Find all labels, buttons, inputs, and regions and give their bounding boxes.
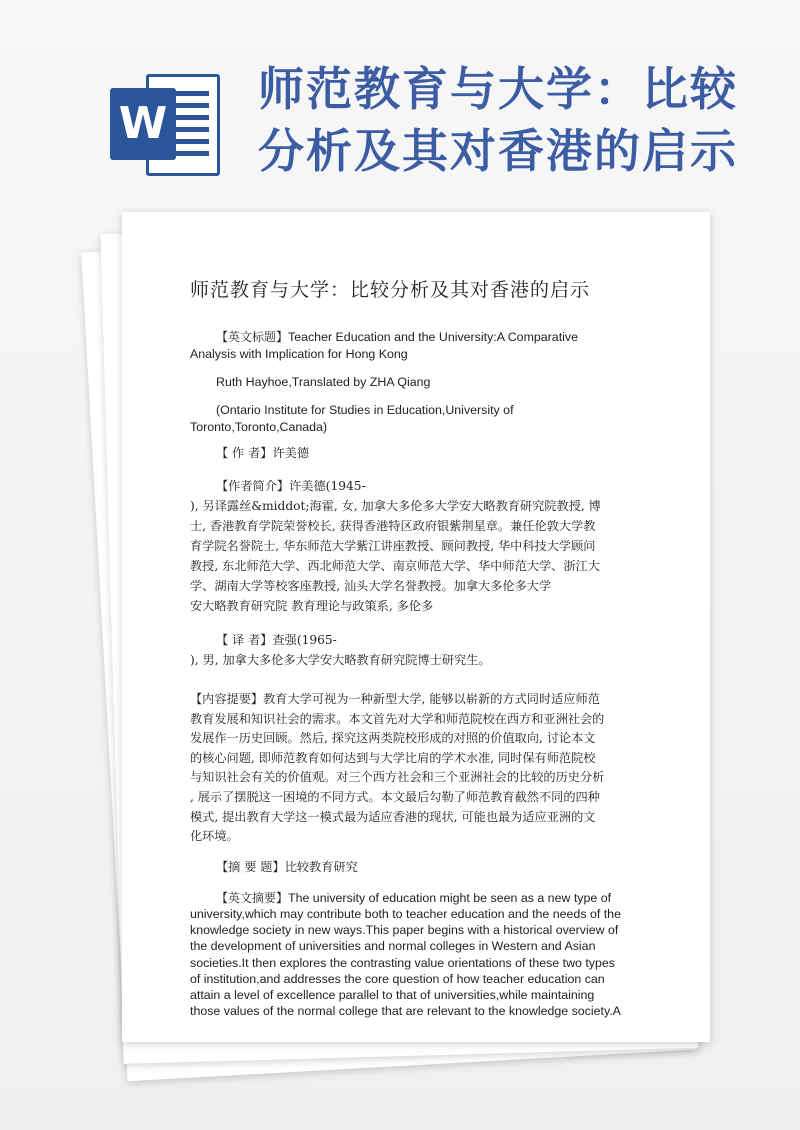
translator-block bbox=[190, 630, 640, 670]
keywords-label: 【摘 要 题】 bbox=[216, 859, 285, 874]
translator-label: 【 译 者】 bbox=[216, 633, 273, 647]
keywords-row bbox=[190, 859, 640, 876]
bio-line7: 安大略教育研究院 教育理论与政策系, 多伦多 bbox=[190, 599, 434, 613]
affiliation-block bbox=[190, 402, 640, 436]
abstract-line: 与知识社会有关的价值观。对三个西方社会和三个亚洲社会的比较的历史分析 bbox=[190, 770, 605, 785]
translator-line2: ), 男, 加拿大多伦多大学安大略教育研究院博士研究生。 bbox=[190, 653, 491, 667]
english-abstract-line: of institution,and addresses the core question of how teacher education can bbox=[190, 971, 605, 986]
english-title-line1: Teacher Education and the University:A Comparative bbox=[288, 330, 578, 344]
abstract-block bbox=[190, 690, 640, 847]
abstract-line: 发展作一历史回顾。然后, 探究这两类院校形成的对照的价值取向, 讨论本文 bbox=[190, 731, 596, 746]
english-abstract-line: university,which may contribute both to teacher education and the needs of the bbox=[190, 906, 621, 921]
document-content bbox=[190, 279, 640, 1028]
authors-en: Ruth Hayhoe,Translated by ZHA Qiang bbox=[216, 375, 431, 389]
english-abstract-line: those values of the normal college that are relevant to the knowledge society.A bbox=[190, 1004, 621, 1019]
affiliation-line1: (Ontario Institute for Studies in Education,University of bbox=[216, 403, 514, 417]
author-row bbox=[190, 445, 640, 462]
author-bio-block bbox=[190, 476, 640, 616]
bio-line6: 学、湖南大学等校客座教授, 汕头大学名誉教授。加拿大多伦多大学 bbox=[190, 579, 552, 593]
abstract-line: 模式, 提出教育大学这一模式最为适应香港的现状, 可能也最为适应亚洲的文 bbox=[190, 809, 596, 824]
english-abstract-line: knowledge society in new ways.This paper begins with a historical overview of bbox=[190, 923, 619, 938]
abstract-label: 【内容提要】 bbox=[190, 692, 264, 706]
author-name: 许美德 bbox=[272, 446, 310, 460]
header-title-line2: 分析及其对香港的启示 bbox=[258, 124, 738, 178]
abstract-line: 的核心问题, 即师范教育如何达到与大学比肩的学术水准, 同时保有师范院校 bbox=[190, 750, 596, 765]
abstract-line: 教育发展和知识社会的需求。本文首先对大学和师范院校在西方和亚洲社会的 bbox=[190, 711, 605, 726]
author-label: 【 作 者】 bbox=[216, 446, 273, 460]
bio-label: 【作者简介】 bbox=[216, 479, 290, 493]
bio-line5: 教授, 东北师范大学、西北师范大学、南京师范大学、华中师范大学、浙江大 bbox=[190, 559, 600, 573]
english-title-label: 【英文标题】 bbox=[216, 330, 289, 344]
english-title-line2: Analysis with Implication for Hong Kong bbox=[190, 347, 408, 361]
affiliation-line2: Toronto,Toronto,Canada) bbox=[190, 420, 328, 434]
english-abstract-line: The university of education might be seen as a new type of bbox=[288, 890, 612, 905]
header-title bbox=[258, 58, 778, 182]
bio-line2: ), 另译露丝&middot;海霍, 女, 加拿大多伦多大学安大略教育研究院教授, 博 bbox=[190, 499, 601, 513]
word-badge: W bbox=[110, 88, 176, 160]
english-abstract-line: societies.It then explores the contrasting value orientations of these two types bbox=[190, 955, 615, 970]
header-title-line1: 师范教育与大学：比较 bbox=[258, 62, 738, 116]
english-abstract-block bbox=[190, 890, 640, 1020]
bio-line4: 育学院名誉院士, 华东师范大学紫江讲座教授、顾问教授, 华中科技大学顾问 bbox=[190, 539, 596, 553]
english-abstract-label: 【英文摘要】 bbox=[216, 890, 289, 905]
keywords-value: 比较教育研究 bbox=[284, 859, 358, 874]
abstract-line: 教育大学可视为一种新型大学, 能够以崭新的方式同时适应师范 bbox=[263, 692, 600, 706]
english-abstract-line: the development of universities and normal colleges in Western and Asian bbox=[190, 939, 596, 954]
english-title-block bbox=[190, 329, 640, 363]
english-abstract-line: attain a level of excellence parallel to that of universities,while maintaining bbox=[190, 987, 595, 1002]
translator-line1: 查强(1965- bbox=[272, 633, 337, 647]
bio-line3: 士, 香港教育学院荣誉校长, 获得香港特区政府银紫荆星章。兼任伦敦大学教 bbox=[190, 519, 596, 533]
abstract-line: 化环境。 bbox=[190, 829, 239, 844]
abstract-line: , 展示了摆脱这一困境的不同方式。本文最后勾勒了师范教育截然不同的四种 bbox=[190, 789, 600, 804]
word-logo-icon bbox=[110, 70, 220, 180]
document-title: 师范教育与大学：比较分析及其对香港的启示 bbox=[190, 279, 591, 301]
bio-line1: 许美德(1945- bbox=[289, 479, 366, 493]
